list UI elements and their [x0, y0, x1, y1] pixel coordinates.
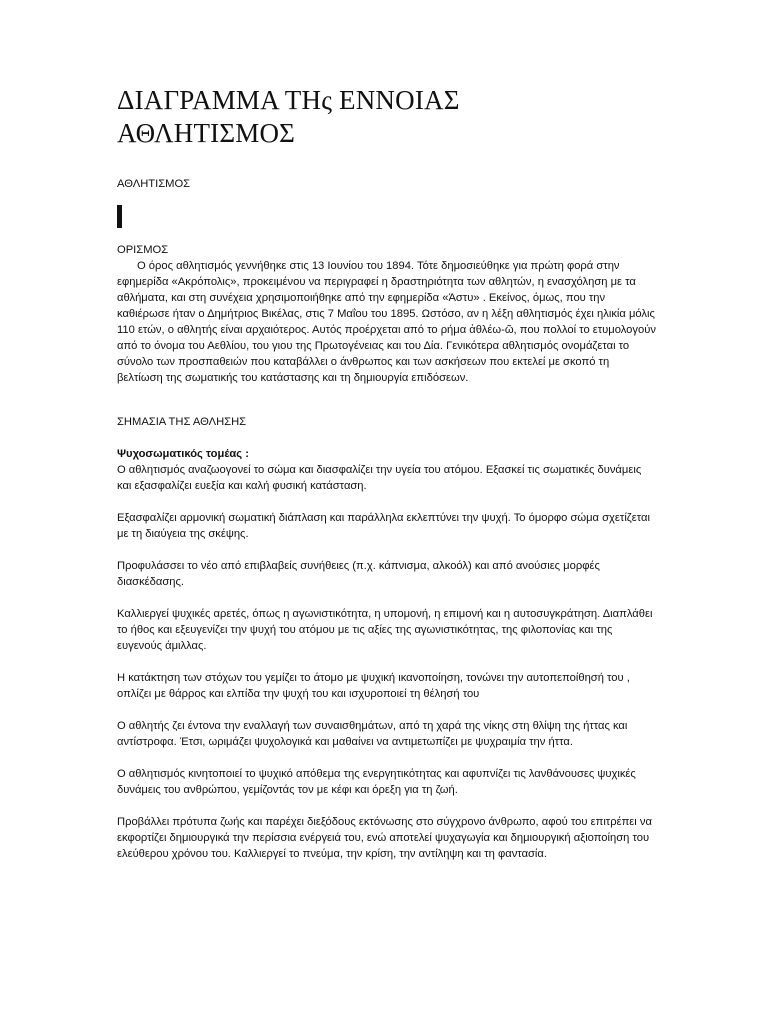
- psychosomatic-label: Ψυχοσωματικός τομέας :: [117, 448, 249, 460]
- subheading: ΑΘΛΗΤΙΣΜΟΣ: [117, 178, 191, 190]
- significance-heading: ΣΗΜΑΣΙΑ ΤΗΣ ΑΘΛΗΣΗΣ: [117, 416, 247, 428]
- body-paragraph-3: Προφυλάσσει το νέο από επιβλαβείς συνήθειες (π.χ. κάπνισμα, αλκοόλ) και από ανούσιες μορφές διασκέδασης.: [117, 560, 600, 588]
- body-paragraph-4: Καλλιεργεί ψυχικές αρετές, όπως η αγωνιστικότητα, η υπομονή, η επιμονή και η αυτοσυγκράτηση. Διαπλάθει το ήθος και εξευγενίζει την ψυχή του ατόμου με τις αξίες της αγωνιστικότητας, της φιλοπονίας και της ευγενούς άμιλλας.: [117, 608, 653, 652]
- body-paragraph-6: Ο αθλητής ζει έντονα την εναλλαγή των συναισθημάτων, από τη χαρά της νίκης στη θλίψη της ήττας και αντίστροφα. Έτσι, ωριμάζει ψυχολογικά και μαθαίνει να αντιμετωπίζει με ψυχραιμία την ήττα.: [117, 720, 628, 748]
- body-paragraph-5: Η κατάκτηση των στόχων του γεμίζει το άτομο με ψυχική ικανοποίηση, τονώνει την αυτοπεποίθησή του , οπλίζει με θάρρος και ελπίδα την ψυχή του και ισχυροποιεί τη θέλησή του: [117, 672, 630, 700]
- title-line-2: ΑΘΛΗΤΙΣΜΟΣ: [117, 118, 296, 148]
- document-title: [117, 84, 657, 150]
- body-paragraph-7: Ο αθλητισμός κινητοποιεί το ψυχικό απόθεμα της ενεργητικότητας και αφυπνίζει τις λανθάνουσες ψυχικές δυνάμεις του ανθρώπου, γεμίζοντάς τον με κέφι και όρεξη για τη ζωή.: [117, 768, 636, 796]
- document-page: [117, 84, 657, 862]
- body-paragraph-2: Εξασφαλίζει αρμονική σωματική διάπλαση και παράλληλα εκλεπτύνει την ψυχή. Το όμορφο σώμα σχετίζεται με τη διαύγεια της σκέψης.: [117, 512, 650, 540]
- definition-paragraph: Ο όρος αθλητισμός γεννήθηκε στις 13 Ιουνίου του 1894. Τότε δημοσιεύθηκε για πρώτη φορά στην εφημερίδα «Ακρόπολις», προκειμένου να περιγραφεί η δραστηριότητα των αθλητών, η ενασχόληση με τα αθλήματα, και στη συνέχεια χρησιμοποιήθηκε από την εφημερίδα «Άστυ» . Εκείνος, όμως, που την καθιέρωσε ήταν ο Δημήτριος Βικέλας, στις 7 Μαΐου του 1895. Ωστόσο, αν η λέξη αθλητισμός έχει ηλικία μόλις 110 ετών, ο αθλητής είναι αρχαιότερος. Αυτός προέρχεται από το ρήμα ἀθλέω-ῶ, που πολλοί το ετυμολογούν από το όνομα του Αεθλίου, του γιου της Πρωτογένειας και του Δία. Γενικότερα αθλητισμός ονομάζεται το σύνολο των προσπαθειών που καταβάλλει ο άνθρωπος και των ασκήσεων που εκτελεί με σκοπό τη βελτίωση της σωματικής του κατάστασης και τη δημιουργία επιδόσεων.: [117, 260, 656, 384]
- text-cursor-bar: [117, 205, 122, 228]
- body-paragraph-1: Ο αθλητισμός αναζωογονεί το σώμα και διασφαλίζει την υγεία του ατόμου. Εξασκεί τις σωματικές δυνάμεις και εξασφαλίζει ευεξία και καλή φυσική κατάσταση.: [117, 464, 642, 492]
- body-paragraph-8: Προβάλλει πρότυπα ζωής και παρέχει διεξόδους εκτόνωσης στο σύγχρονο άνθρωπο, αφού του επιτρέπει να εκφορτίζει δημιουργικά την περίσσια ενέργειά του, ενώ αποτελεί ψυχαγωγία και δημιουργική αξιοποίηση του ελεύθερου χρόνου του. Καλλιεργεί το πνεύμα, την κρίση, την αντίληψη και τη φαντασία.: [117, 816, 652, 860]
- title-line-1: ΔΙΑΓΡΑΜΜΑ ΤΗς ΕΝΝΟΙΑΣ: [117, 85, 460, 115]
- definition-label: ΟΡΙΣΜΟΣ: [117, 244, 169, 256]
